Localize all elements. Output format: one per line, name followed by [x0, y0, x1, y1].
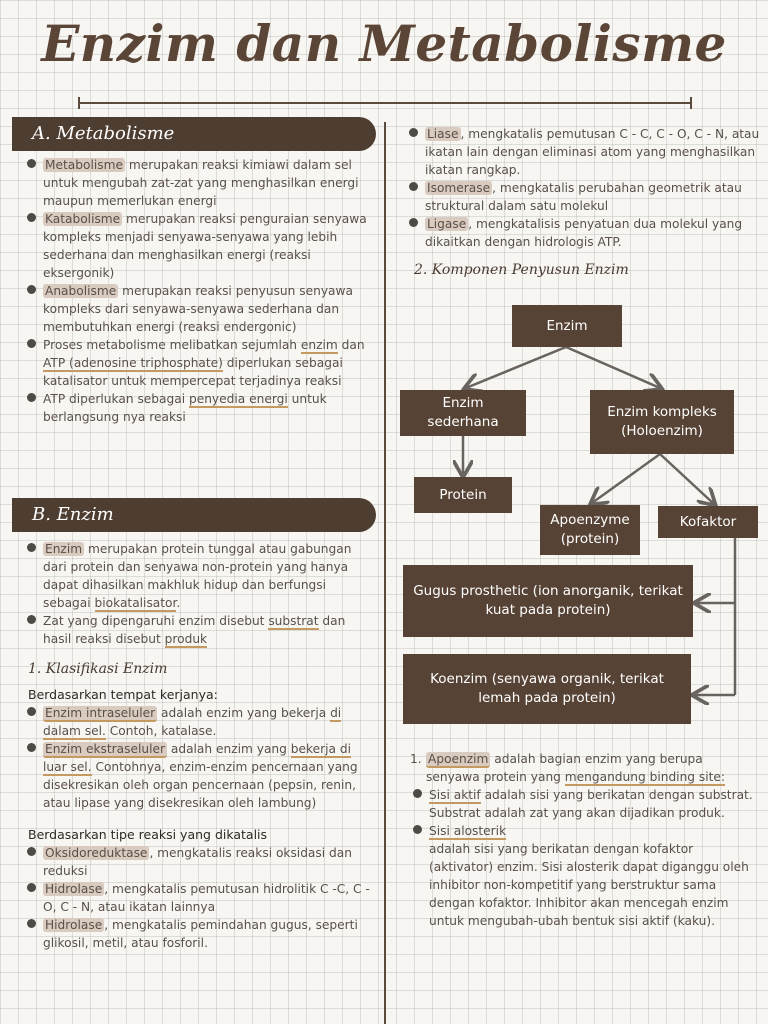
list-item: Anabolisme merupakan reaksi penyusun senyawa kompleks dari senyawa-senyawa sederhana dan membutuhkan energi (reaksi endergonic): [22, 282, 372, 336]
tempat-label: Berdasarkan tempat kerjanya:: [28, 687, 218, 702]
list-item: 1. Apoenzim adalah bagian enzim yang berupa senyawa protein yang mengandung binding site:: [410, 752, 726, 784]
node-enzim: Enzim: [512, 305, 622, 347]
title-underline: [78, 102, 692, 104]
right-top-body: [404, 125, 760, 251]
list-item: Ligase , mengkatalisis penyatuan dua molekul yang dikaitkan dengan hidrologis ATP.: [404, 215, 760, 251]
list-item: Sisi alosterik adalah sisi yang berikatan dengan kofaktor (aktivator) enzim. Sisi alosterik dapat diganggu oleh inhibitor non-kompetitif yang berstruktur sama dengan kofaktor. Inhibitor akan mencegah enzim untuk mengubah-ubah bentuk sisi aktif (kaku).: [408, 822, 760, 930]
list-item: Enzim merupakan protein tunggal atau gabungan dari protein dan senyawa non-protein yang hanya dapat dihasilkan makhluk hidup dan berfungsi sebagai biokatalisator.: [22, 540, 372, 612]
column-divider: [384, 122, 386, 1024]
page-title: Enzim dan Metabolisme: [41, 14, 727, 73]
list-item: Liase , mengkatalis pemutusan C - C, C - O, C - N, atau ikatan lain dengan eliminasi atom yang menghasilkan ikatan rangkap.: [404, 125, 760, 179]
list-item: Proses metabolisme melibatkan sejumlah enzim dan ATP (adenosine triphosphate) diperlukan sebagai katalisator untuk mempercepat terjadinya reaksi: [22, 336, 372, 390]
section-b-heading: B. Enzim: [12, 498, 376, 532]
list-item: Oksidoreduktase , mengkatalis reaksi oksidasi dan reduksi: [22, 844, 372, 880]
list-item: Hidrolase , mengkatalis pemindahan gugus, seperti glikosil, metil, atau fosforil.: [22, 916, 372, 952]
list-item: Sisi aktif adalah sisi yang berikatan dengan substrat. Substrat adalah zat yang akan dijadikan produk.: [408, 786, 760, 822]
node-apoenzyme: Apoenzyme (protein): [540, 505, 640, 555]
list-item: ATP diperlukan sebagai penyedia energi untuk berlangsung nya reaksi: [22, 390, 372, 426]
list-item: Zat yang dipengaruhi enzim disebut substrat dan hasil reaksi disebut produk: [22, 612, 372, 648]
node-koenzim: Koenzim (senyawa organik, terikat lemah pada protein): [403, 654, 691, 724]
right-bottom-body: [408, 750, 760, 930]
komponen-heading: 2. Komponen Penyusun Enzim: [414, 262, 629, 278]
node-protein: Protein: [414, 477, 512, 513]
section-a-heading: A. Metabolisme: [12, 117, 376, 151]
list-item: Enzim intraseluler adalah enzim yang bekerja di dalam sel. Contoh, katalase.: [22, 704, 372, 740]
section-a-body: [22, 156, 372, 426]
list-item: Isomerase , mengkatalis perubahan geometrik atau struktural dalam satu molekul: [404, 179, 760, 215]
section-b-body: [22, 540, 372, 952]
tipe-label: Berdasarkan tipe reaksi yang dikatalis: [28, 827, 268, 842]
klasifikasi-heading: 1. Klasifikasi Enzim: [28, 661, 168, 677]
list-item: Katabolisme merupakan reaksi penguraian senyawa kompleks menjadi senyawa-senyawa yang lebih sederhana dan menghasilkan energi (reaksi eksergonik): [22, 210, 372, 282]
node-enzim-kompleks: Enzim kompleks (Holoenzim): [590, 390, 734, 454]
node-kofaktor: Kofaktor: [658, 506, 758, 538]
list-item: Hidrolase , mengkatalis pemutusan hidrolitik C -C, C - O, C - N, atau ikatan lainnya: [22, 880, 372, 916]
node-gugus-prosthetic: Gugus prosthetic (ion anorganik, terikat kuat pada protein): [403, 565, 693, 637]
node-enzim-sederhana: Enzim sederhana: [400, 390, 526, 436]
list-item: Enzim ekstraseluler adalah enzim yang bekerja di luar sel. Contohnya, enzim-enzim pencernaan yang disekresikan oleh organ pencernaan (pepsin, renin, atau lipase yang disekresikan oleh lambung): [22, 740, 372, 812]
list-item: Metabolisme merupakan reaksi kimiawi dalam sel untuk mengubah zat-zat yang menghasilkan energi maupun memerlukan energi: [22, 156, 372, 210]
